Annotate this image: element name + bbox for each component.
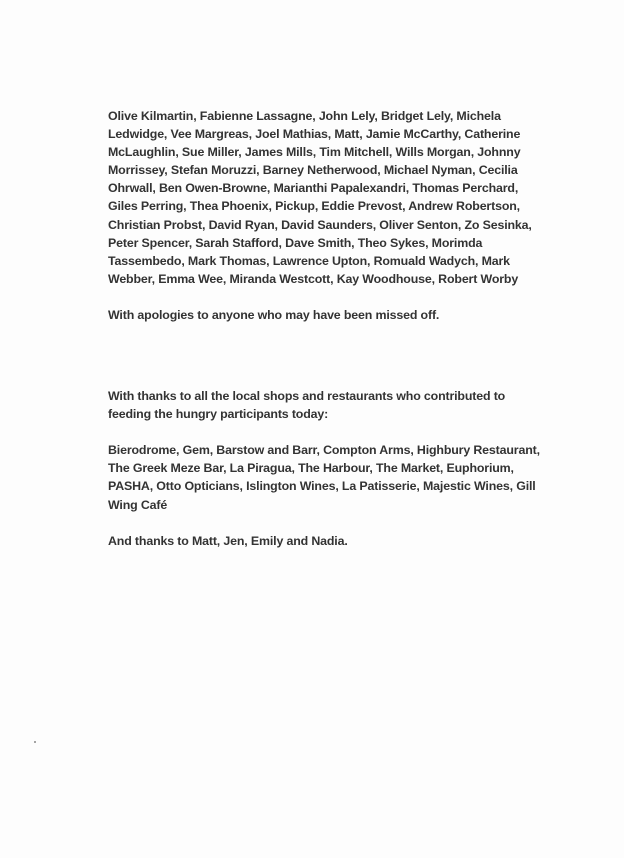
final-thanks-text: And thanks to Matt, Jen, Emily and Nadia. — [108, 533, 348, 548]
shops-paragraph: Bierodrome, Gem, Barstow and Barr, Compton Arms, Highbury Restaurant, The Greek Meze Bar, La Piragua, The Harbour, The Market, Euphorium, PASHA, Otto Opticians, Islington Wines, La Patisserie, Majestic Wines, Gill Wing Café — [108, 443, 540, 512]
names-paragraph: Olive Kilmartin, Fabienne Lassagne, John Lely, Bridget Lely, Michela Ledwidge, Vee Margreas, Joel Mathias, Matt, Jamie McCarthy, Catherine McLaughlin, Sue Miller, James Mills, Tim Mitchell, Wills Morgan, Johnny Morrissey, Stefan Moruzzi, Barney Netherwood, Michael Nyman, Cecilia Ohrwall, Ben Owen-Browne, Marianthi Papalexandri, Thomas Perchard, Giles Perring, Thea Phoenix, Pickup, Eddie Prevost, Andrew Robertson, Christian Probst, David Ryan, David Saunders, Oliver Senton, Zo Sesinka, Peter Spencer, Sarah Stafford, Dave Smith, Theo Sykes, Morimda Tassembedo, Mark Thomas, Lawrence Upton, Romuald Wadych, Mark Webber, Emma Wee, Miranda Westcott, Kay Woodhouse, Robert Worby — [108, 109, 532, 286]
scan-speck — [34, 741, 36, 743]
apology-text: With apologies to anyone who may have been missed off. — [108, 307, 440, 322]
document-body — [108, 107, 548, 550]
thanks-intro-text: With thanks to all the local shops and restaurants who contributed to feeding the hungry participants today: — [108, 389, 506, 422]
